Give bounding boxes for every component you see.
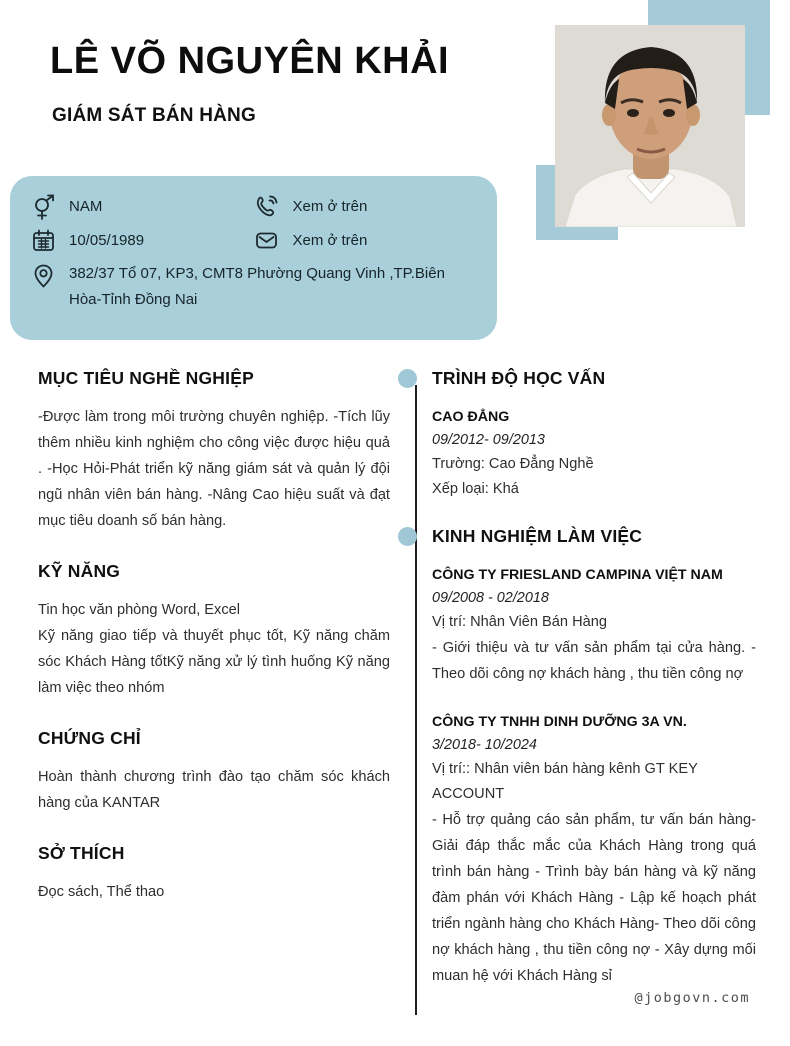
experience-entry bbox=[432, 711, 756, 989]
phone-icon bbox=[254, 194, 280, 220]
location-pin-icon bbox=[30, 263, 56, 289]
education-degree: CAO ĐẲNG bbox=[432, 409, 510, 425]
job-position: Vị trí: Nhân Viên Bán Hàng bbox=[432, 614, 607, 630]
objective-text: -Được làm trong môi trường chuyên nghiệp. -Tích lũy thêm nhiều kinh nghiệm cho công việc được hiệu quả . -Học Hỏi-Phát triển kỹ năng giám sát và quản lý đội ngũ nhân viên bán hàng. -Nâng Cao hiệu suất và đạt mục tiêu doanh số bán hàng. bbox=[38, 409, 390, 529]
email-field bbox=[254, 228, 478, 254]
job-company: CÔNG TY TNHH DINH DƯỠNG 3A VN. bbox=[432, 714, 687, 730]
mail-icon bbox=[254, 228, 280, 254]
job-period: 3/2018- 10/2024 bbox=[432, 737, 537, 753]
education-heading-label: TRÌNH ĐỘ HỌC VẤN bbox=[432, 368, 606, 388]
gender-icon bbox=[30, 194, 56, 220]
experience-heading-label: KINH NGHIỆM LÀM VIỆC bbox=[432, 526, 643, 546]
education-period: 09/2012- 09/2013 bbox=[432, 432, 545, 448]
left-column bbox=[38, 368, 390, 932]
profile-photo bbox=[555, 25, 745, 227]
timeline-dot-icon bbox=[398, 527, 417, 546]
contact-row-1 bbox=[30, 193, 477, 220]
section-experience bbox=[432, 526, 756, 989]
experience-entry bbox=[432, 564, 756, 687]
section-hobbies bbox=[38, 843, 390, 905]
section-objective bbox=[38, 368, 390, 534]
calendar-icon bbox=[30, 228, 56, 254]
email-value: Xem ở trên bbox=[292, 232, 368, 249]
contact-row-3 bbox=[30, 261, 477, 314]
phone-value: Xem ở trên bbox=[292, 198, 368, 215]
job-period: 09/2008 - 02/2018 bbox=[432, 590, 549, 606]
site-watermark: @jobgovn.com bbox=[634, 990, 750, 1006]
experience-heading bbox=[432, 526, 756, 547]
education-school: Trường: Cao Đẳng Nghề bbox=[432, 456, 594, 472]
education-grade: Xếp loại: Khá bbox=[432, 481, 519, 497]
candidate-name: LÊ VÕ NGUYÊN KHẢI bbox=[50, 40, 450, 82]
section-certificates bbox=[38, 728, 390, 816]
education-heading bbox=[432, 368, 756, 389]
right-column bbox=[432, 368, 756, 1013]
birthdate-field bbox=[30, 228, 254, 254]
phone-field bbox=[254, 194, 478, 220]
hobbies-heading: SỞ THÍCH bbox=[38, 843, 125, 863]
job-company: CÔNG TY FRIESLAND CAMPINA VIỆT NAM bbox=[432, 567, 723, 583]
contact-row-2 bbox=[30, 227, 477, 254]
candidate-job-title: GIÁM SÁT BÁN HÀNG bbox=[52, 105, 256, 126]
job-position: Vị trí:: Nhân viên bán hàng kênh GT KEY ACCOUNT bbox=[432, 761, 698, 802]
column-divider-line bbox=[415, 385, 417, 1015]
job-description: - Hỗ trợ quảng cáo sản phẩm, tư vấn bán hàng-Giải đáp thắc mắc của Khách Hàng trong quá trình bán hàng - Trình bày bán hàng và kỹ năng đàm phán với Khách Hàng - Lập kế hoạch phát triển ngành hàng cho Khách Hàng- Theo dõi công nợ khách hàng , thu tiền công nợ - Xây dựng mối muan hệ với Khách Hàng sỉ bbox=[432, 812, 756, 984]
skills-item: Tin học văn phòng Word, Excel bbox=[38, 602, 240, 618]
section-education bbox=[432, 368, 756, 502]
skills-item: Kỹ năng giao tiếp và thuyết phục tốt, Kỹ năng chăm sóc Khách Hàng tốtKỹ năng xử lý tình huống Kỹ năng làm việc theo nhóm bbox=[38, 628, 390, 696]
gender-value: NAM bbox=[69, 198, 103, 215]
gender-field bbox=[30, 194, 254, 220]
certificates-text: Hoàn thành chương trình đào tạo chăm sóc khách hàng của KANTAR bbox=[38, 769, 390, 811]
education-entry bbox=[432, 406, 756, 502]
skills-heading: KỸ NĂNG bbox=[38, 561, 121, 581]
objective-heading: MỤC TIÊU NGHỀ NGHIỆP bbox=[38, 368, 254, 388]
job-description: - Giới thiệu và tư vấn sản phẩm tại cửa hàng. - Theo dõi công nợ khách hàng , thu tiền công nợ bbox=[432, 640, 756, 682]
contact-info-box bbox=[10, 176, 497, 340]
address-value: 382/37 Tổ 07, KP3, CMT8 Phường Quang Vinh ,TP.Biên Hòa-Tỉnh Đồng Nai bbox=[69, 265, 445, 309]
timeline-dot-icon bbox=[398, 369, 417, 388]
profile-photo-illustration bbox=[555, 25, 745, 227]
birthdate-value: 10/05/1989 bbox=[69, 232, 145, 249]
hobbies-text: Đọc sách, Thể thao bbox=[38, 884, 165, 900]
certificates-heading: CHỨNG CHỈ bbox=[38, 728, 141, 748]
section-skills bbox=[38, 561, 390, 701]
